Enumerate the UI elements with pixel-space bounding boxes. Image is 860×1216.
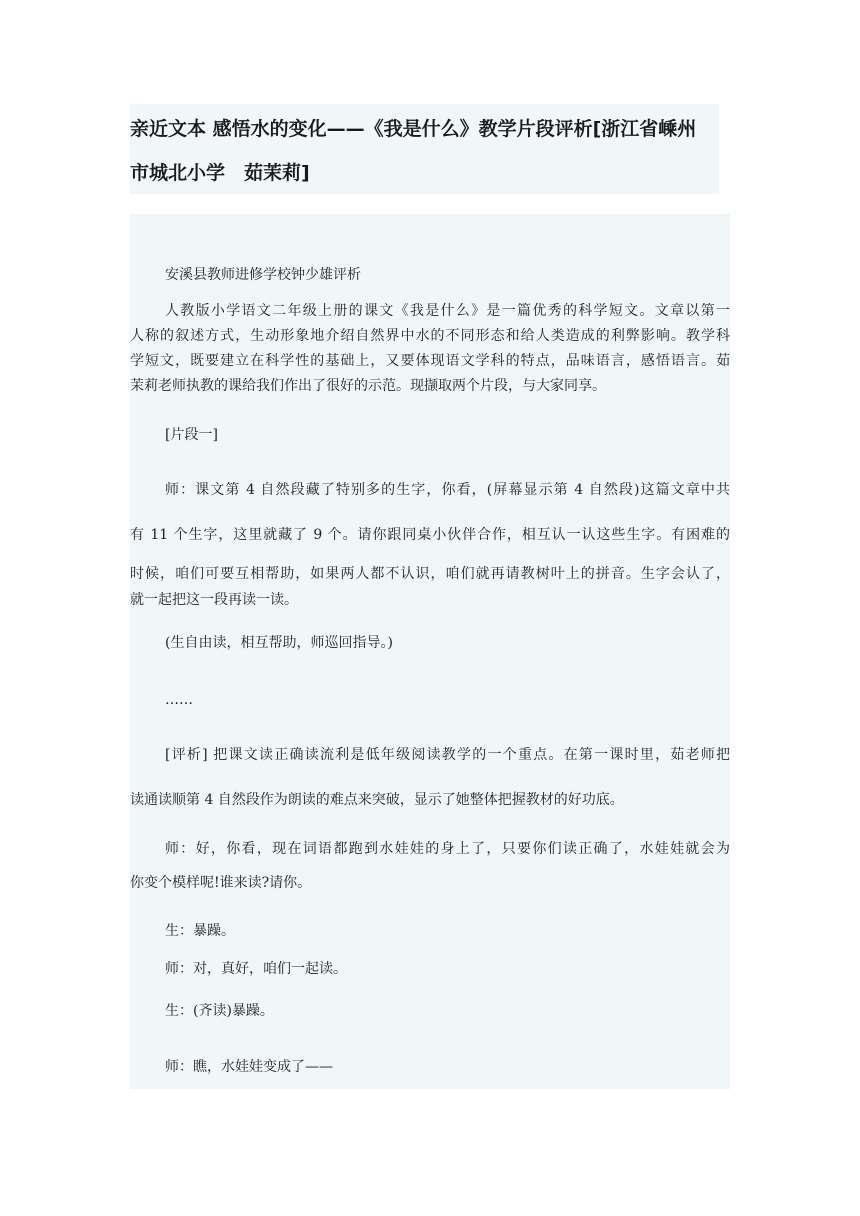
teacher-paragraph-line: 时候，咱们可要互相帮助，如果两人都不认识，咱们就再请教树叶上的拼音。生字会认了， xyxy=(130,566,730,582)
dialogue-line: 生：(齐读)暴躁。 xyxy=(165,1003,274,1019)
document-title-block xyxy=(130,104,719,194)
dialogue-line: 师：对，真好，咱们一起读。 xyxy=(165,961,347,977)
document-title-line-1: 亲近文本 感悟水的变化——《我是什么》教学片段评析[浙江省嵊州 xyxy=(130,118,697,140)
teacher-paragraph-line: 就一起把这一段再读一读。 xyxy=(130,592,298,608)
intro-line: 人称的叙述方式，生动形象地介绍自然界中水的不同形态和给人类造成的利弊影响。教学科 xyxy=(130,328,730,344)
segment-label: [片段一] xyxy=(165,427,218,443)
stage-direction: (生自由读，相互帮助，师巡回指导。) xyxy=(165,635,393,651)
teacher-paragraph-line: 有 11 个生字，这里就藏了 9 个。请你跟同桌小伙伴合作，相互认一认这些生字。有困难的 xyxy=(130,527,730,543)
comment-line: [评析] 把课文读正确读流利是低年级阅读教学的一个重点。在第一课时里，茹老师把 xyxy=(165,747,730,763)
ellipsis: …… xyxy=(165,692,193,708)
dialogue-line: 师：瞧，水娃娃变成了—— xyxy=(165,1059,333,1075)
document-body xyxy=(130,214,730,1089)
comment-line: 读通读顺第 4 自然段作为朗读的难点来突破，显示了她整体把握教材的好功底。 xyxy=(130,792,624,808)
author-line: 安溪县教师进修学校钟少雄评析 xyxy=(165,267,361,283)
intro-line: 人教版小学语文二年级上册的课文《我是什么》是一篇优秀的科学短文。文章以第一 xyxy=(165,303,730,319)
teacher-paragraph-line: 你变个模样呢!谁来读?请你。 xyxy=(130,875,312,891)
document-title-line-2: 市城北小学 茹茉莉] xyxy=(130,162,310,184)
intro-line: 学短文，既要建立在科学性的基础上，又要体现语文学科的特点，品味语言，感悟语言。茹 xyxy=(130,353,730,369)
intro-line: 茉莉老师执教的课给我们作出了很好的示范。现撷取两个片段，与大家同享。 xyxy=(130,378,606,394)
teacher-paragraph-line: 师：课文第 4 自然段藏了特别多的生字，你看，(屏幕显示第 4 自然段)这篇文章中共 xyxy=(165,482,730,498)
teacher-paragraph-line: 师：好，你看，现在词语都跑到水娃娃的身上了，只要你们读正确了，水娃娃就会为 xyxy=(165,841,730,857)
dialogue-line: 生：暴躁。 xyxy=(165,923,235,939)
